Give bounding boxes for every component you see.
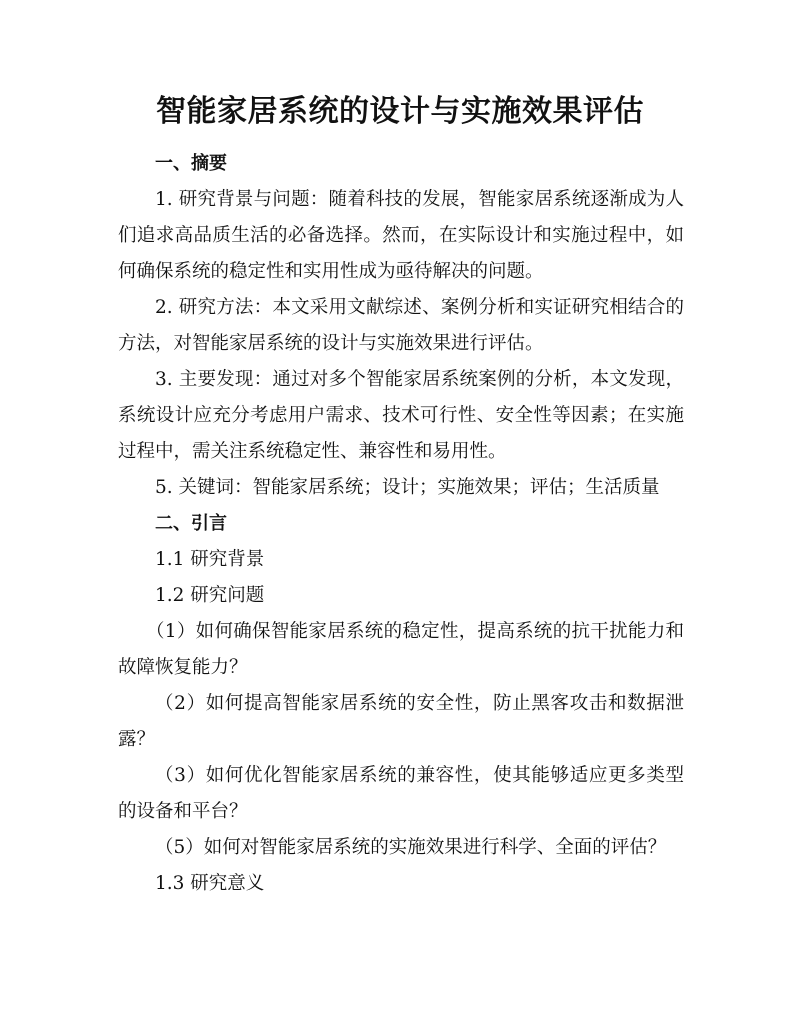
question-item-2: （2）如何提高智能家居系统的安全性，防止黑客攻击和数据泄露？ <box>118 693 684 750</box>
abstract-method-paragraph: 2. 研究方法：本文采用文献综述、案例分析和实证研究相结合的方法，对智能家居系统的设计与实施效果进行评估。 <box>118 297 684 354</box>
subsection-heading-significance: 1.3 研究意义 <box>155 873 265 894</box>
subsection-heading-questions: 1.2 研究问题 <box>155 585 265 606</box>
subsection-heading-background: 1.1 研究背景 <box>155 549 265 570</box>
question-item-1: （1）如何确保智能家居系统的稳定性，提高系统的抗干扰能力和故障恢复能力？ <box>118 621 684 678</box>
abstract-background-paragraph: 1. 研究背景与问题：随着科技的发展，智能家居系统逐渐成为人们追求高品质生活的必备选择。然而，在实际设计和实施过程中，如何确保系统的稳定性和实用性成为亟待解决的问题。 <box>118 189 684 282</box>
document-title: 智能家居系统的设计与实施效果评估 <box>156 94 644 129</box>
document-body <box>118 146 684 902</box>
question-item-3: （3）如何优化智能家居系统的兼容性，使其能够适应更多类型的设备和平台？ <box>118 765 684 822</box>
abstract-findings-paragraph: 3. 主要发现：通过对多个智能家居系统案例的分析，本文发现，系统设计应充分考虑用户需求、技术可行性、安全性等因素；在实施过程中，需关注系统稳定性、兼容性和易用性。 <box>118 369 684 462</box>
question-item-5: （5）如何对智能家居系统的实施效果进行科学、全面的评估？ <box>155 837 667 858</box>
section-heading-abstract: 一、摘要 <box>155 153 227 174</box>
abstract-keywords-paragraph: 5. 关键词：智能家居系统；设计；实施效果；评估；生活质量 <box>155 477 660 498</box>
section-heading-introduction: 二、引言 <box>155 513 227 534</box>
